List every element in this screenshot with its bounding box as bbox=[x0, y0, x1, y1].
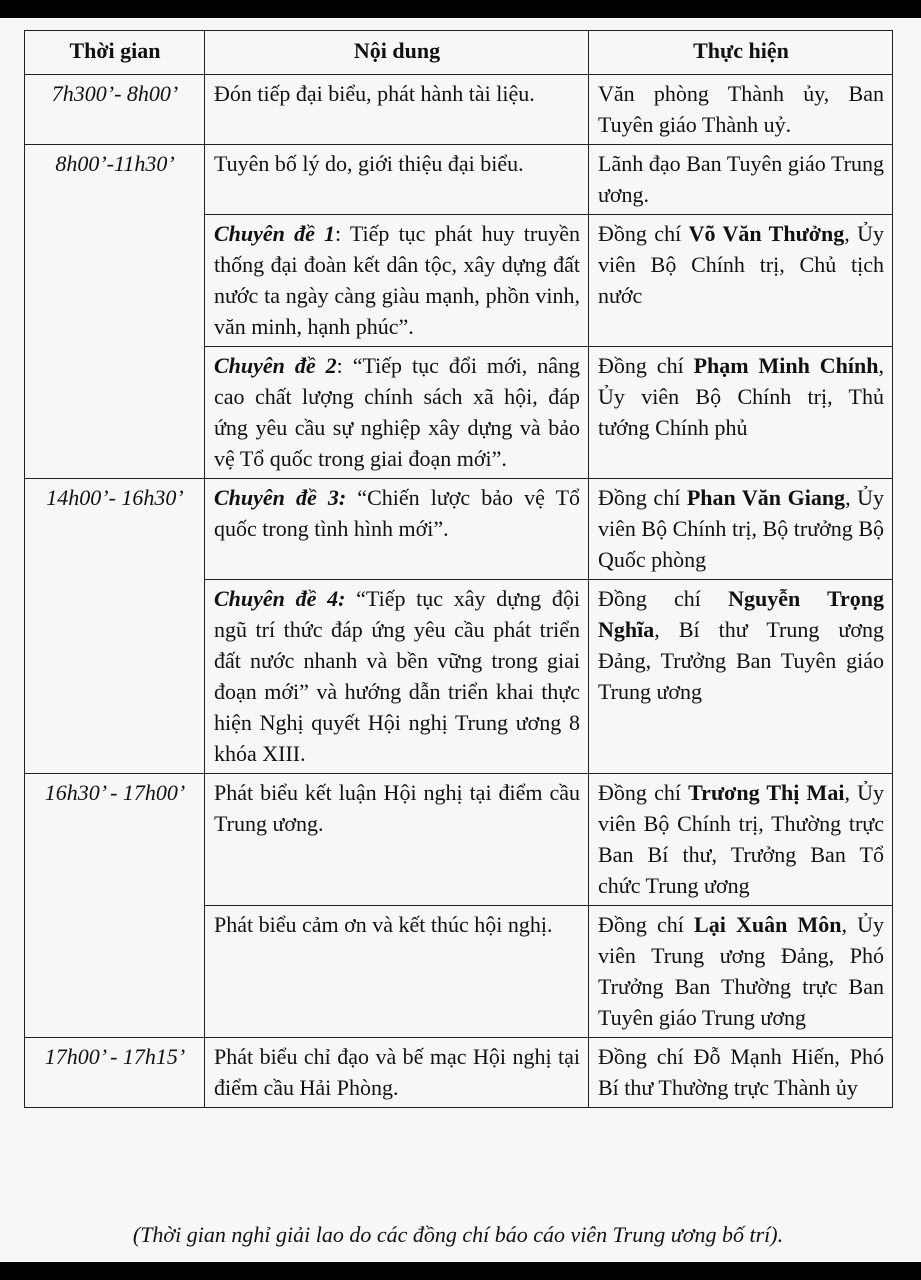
performer-name: Võ Văn Thưởng bbox=[688, 221, 845, 246]
topic-text: “Tiếp tục xây dựng đội ngũ trí thức đáp ứng yêu cầu phát triển đất nước nhanh và bền vững trong giai đoạn mới” và hướng dẫn triển khai thực hiện Nghị quyết Hội nghị Trung ương 8 khóa XIII. bbox=[214, 586, 581, 766]
content-cell bbox=[205, 347, 589, 479]
time-cell: 14h00’- 16h30’ bbox=[25, 479, 205, 774]
topic-label: Chuyên đề 4: bbox=[214, 586, 346, 611]
performer-title: , Ủy viên Bộ Chính trị, Thủ tướng Chính phủ bbox=[598, 353, 884, 440]
performer-name: Trương Thị Mai bbox=[688, 780, 845, 805]
table-row bbox=[25, 145, 893, 215]
performer-prefix: Đồng chí bbox=[598, 485, 687, 510]
performer-title: , Ủy viên Trung ương Đảng, Phó Trưởng Ban Thường trực Ban Tuyên giáo Trung ương bbox=[598, 912, 884, 1030]
performer-title: , Ủy viên Bộ Chính trị, Bộ trưởng Bộ Quốc phòng bbox=[598, 485, 884, 572]
performer-title: , Bí thư Trung ương Đảng, Trưởng Ban Tuyên giáo Trung ương bbox=[598, 617, 884, 704]
performer-title: , Ủy viên Bộ Chính trị, Chủ tịch nước bbox=[598, 221, 885, 308]
topic-text: : Tiếp tục phát huy truyền thống đại đoàn kết dân tộc, xây dựng đất nước ta ngày càng giàu mạnh, phồn vinh, văn minh, hạnh phúc”. bbox=[214, 221, 580, 339]
performer-cell bbox=[589, 347, 893, 479]
time-cell: 8h00’-11h30’ bbox=[25, 145, 205, 479]
performer-cell: Lãnh đạo Ban Tuyên giáo Trung ương. bbox=[589, 145, 893, 215]
header-content: Nội dung bbox=[205, 31, 589, 75]
topic-text: “Chiến lược bảo vệ Tổ quốc trong tình hình mới”. bbox=[214, 485, 581, 541]
bottom-border bbox=[0, 1262, 921, 1280]
time-cell: 7h300’- 8h00’ bbox=[25, 75, 205, 145]
performer-prefix: Đồng chí bbox=[598, 780, 689, 805]
performer-cell bbox=[589, 774, 893, 906]
performer-name: Lại Xuân Môn bbox=[694, 912, 842, 937]
performer-name: Nguyễn Trọng Nghĩa bbox=[598, 586, 884, 642]
topic-label: Chuyên đề 2 bbox=[214, 353, 337, 378]
header-performer: Thực hiện bbox=[589, 31, 893, 75]
table-row bbox=[25, 1038, 893, 1108]
content-cell bbox=[205, 479, 589, 580]
performer-cell: Văn phòng Thành ủy, Ban Tuyên giáo Thành uỷ. bbox=[589, 75, 893, 145]
content-cell bbox=[205, 580, 589, 774]
topic-label: Chuyên đề 3: bbox=[214, 485, 347, 510]
performer-prefix: Đồng chí bbox=[598, 912, 695, 937]
performer-prefix: Đồng chí bbox=[598, 221, 689, 246]
time-cell: 17h00’ - 17h15’ bbox=[25, 1038, 205, 1108]
header-row bbox=[25, 31, 893, 75]
performer-prefix: Đồng chí bbox=[598, 353, 694, 378]
top-border bbox=[0, 0, 921, 18]
performer-prefix: Đồng chí bbox=[598, 586, 729, 611]
content-cell: Phát biểu cảm ơn và kết thúc hội nghị. bbox=[205, 906, 589, 1038]
table-row bbox=[25, 774, 893, 906]
performer-cell: Đồng chí Đỗ Mạnh Hiến, Phó Bí thư Thường trực Thành ủy bbox=[589, 1038, 893, 1108]
footnote: (Thời gian nghỉ giải lao do các đồng chí báo cáo viên Trung ương bố trí). bbox=[132, 1222, 784, 1247]
performer-cell bbox=[589, 906, 893, 1038]
performer-name: Phạm Minh Chính bbox=[693, 353, 879, 378]
content-cell bbox=[205, 215, 589, 347]
performer-cell bbox=[589, 479, 893, 580]
performer-cell bbox=[589, 580, 893, 774]
time-cell: 16h30’ - 17h00’ bbox=[25, 774, 205, 1038]
content-cell: Phát biểu kết luận Hội nghị tại điểm cầu Trung ương. bbox=[205, 774, 589, 906]
topic-text: : “Tiếp tục đổi mới, nâng cao chất lượng chính sách xã hội, đáp ứng yêu cầu sự nghiệp xây dựng và bảo vệ Tổ quốc trong giai đoạn mới”. bbox=[214, 353, 580, 471]
content-cell: Đón tiếp đại biểu, phát hành tài liệu. bbox=[205, 75, 589, 145]
performer-title: , Ủy viên Bộ Chính trị, Thường trực Ban Bí thư, Trưởng Ban Tổ chức Trung ương bbox=[598, 780, 885, 898]
content-cell: Phát biểu chỉ đạo và bế mạc Hội nghị tại điểm cầu Hải Phòng. bbox=[205, 1038, 589, 1108]
performer-cell bbox=[589, 215, 893, 347]
agenda-table bbox=[24, 30, 893, 1108]
content-cell: Tuyên bố lý do, giới thiệu đại biểu. bbox=[205, 145, 589, 215]
table-row bbox=[25, 75, 893, 145]
header-time: Thời gian bbox=[25, 31, 205, 75]
topic-label: Chuyên đề 1 bbox=[214, 221, 335, 246]
table-row bbox=[25, 479, 893, 580]
performer-name: Phan Văn Giang bbox=[686, 485, 846, 510]
